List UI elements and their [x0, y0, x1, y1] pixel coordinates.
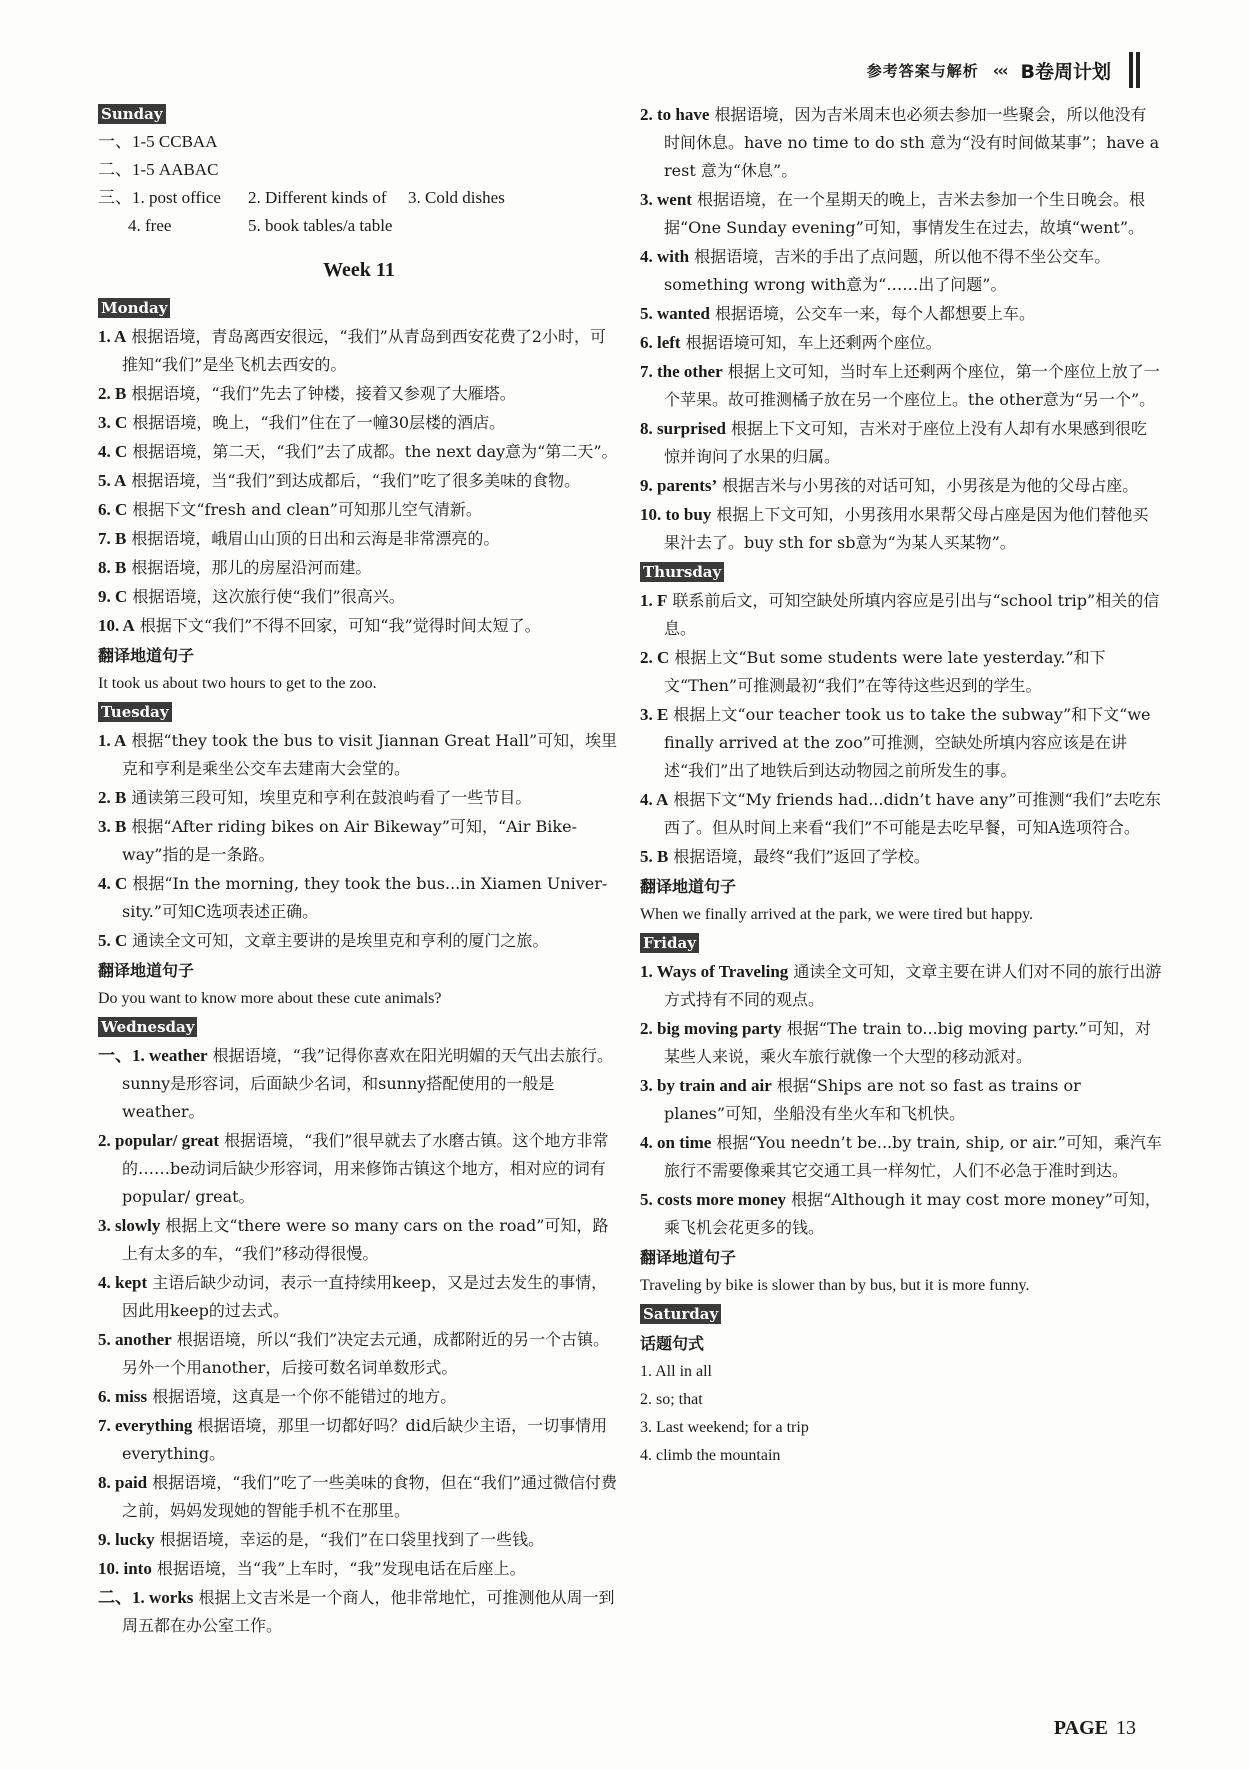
monday-answers	[98, 323, 620, 640]
answer-item	[98, 927, 620, 955]
answer-line	[98, 184, 620, 212]
answer-item	[98, 612, 620, 640]
answer-explanation: 根据语境，因为吉米周末也必须去参加一些聚会，所以他没有时间休息。have no time to do sth 意为“没有时间做某事”；have a rest 意为“休息”。	[664, 105, 1160, 180]
wednesday-answers-continued	[640, 101, 1162, 557]
answer-item	[640, 1186, 1162, 1242]
translation-heading: 翻译地道句子	[98, 646, 195, 665]
answer-item	[98, 496, 620, 524]
translation-heading: 翻译地道句子	[98, 961, 195, 980]
translation-heading: 翻译地道句子	[640, 1248, 737, 1267]
answer-key: 10. to buy	[640, 505, 712, 524]
answer-key: 8. paid	[98, 1473, 148, 1492]
answer-item	[98, 525, 620, 553]
answer-explanation: 根据语境，第二天，“我们”去了成都。the next day意为“第二天”。	[127, 442, 618, 461]
translation-sentence: Traveling by bike is slower than by bus, but it is more funny.	[640, 1277, 1030, 1294]
answer-key: 4. with	[640, 247, 690, 266]
answer-explanation: 主语后缺少动词，表示一直持续用keep，又是过去发生的事情，因此用keep的过去式。	[122, 1273, 608, 1320]
answer-item	[640, 329, 1162, 357]
answer-explanation: 根据语境，公交车一来，每个人都想要上车。	[709, 304, 1035, 323]
answer-item	[98, 1212, 620, 1268]
topic-item: 3. Last weekend; for a trip	[640, 1419, 809, 1436]
answer-item	[640, 786, 1162, 842]
answer-item	[640, 1072, 1162, 1128]
answer-explanation: 根据“Although it may cost more money”可知，乘飞机会花更多的钱。	[664, 1190, 1161, 1237]
answer-item	[640, 701, 1162, 785]
answer-explanation: 根据语境，当“我”上车时，“我”发现电话在后座上。	[151, 1559, 526, 1578]
answer-explanation: 根据上文“our teacher took us to take the subway”和下文“we finally arrived at the zoo”可推测，空缺处所填内容应该是在讲述“我们”出了地铁后到达动物园之前所发生的事。	[664, 705, 1151, 780]
thursday-answers	[640, 587, 1162, 871]
translation-sentence: Do you want to know more about these cute animals?	[98, 990, 442, 1007]
tuesday-answers	[98, 727, 620, 955]
answer-item	[640, 587, 1162, 643]
answer-key: 一、1. weather	[98, 1046, 208, 1065]
answer-key: 5. B	[640, 847, 669, 866]
answer-explanation: 根据语境，这次旅行使“我们”很高兴。	[127, 587, 405, 606]
answer-key: 9. parents’	[640, 476, 718, 495]
answer-explanation: 根据上下文可知，吉米对于座位上没有人却有水果感到很吃惊并询问了水果的归属。	[664, 419, 1148, 466]
answer-key: 6. left	[640, 333, 681, 352]
day-tag-friday: Friday	[640, 933, 699, 953]
answer-item	[98, 727, 620, 783]
answer-text: 5. book tables/a table	[248, 216, 393, 235]
answer-explanation: 根据上文“But some students were late yesterday.”和下文“Then”可推测最初“我们”在等待这些迟到的学生。	[664, 648, 1106, 695]
answer-explanation: 根据“The train to...big moving party.”可知，对某些人来说，乘火车旅行就像一个大型的移动派对。	[664, 1019, 1151, 1066]
answer-key: 3. went	[640, 190, 692, 209]
answer-item	[98, 1127, 620, 1211]
answer-key: 4. A	[640, 790, 669, 809]
answer-item	[98, 813, 620, 869]
topic-item: 1. All in all	[640, 1363, 712, 1380]
answer-explanation: 通读全文可知，文章主要在讲人们对不同的旅行出游方式持有不同的观点。	[664, 962, 1162, 1009]
answer-explanation: 通读全文可知，文章主要讲的是埃里克和亨利的厦门之旅。	[127, 931, 549, 950]
answer-explanation: 根据吉米与小男孩的对话可知，小男孩是为他的父母占座。	[717, 476, 1139, 495]
answer-explanation: 根据语境，“我们”吃了一些美味的食物，但在“我们”通过微信付费之前，妈妈发现她的智能手机不在那里。	[122, 1473, 617, 1520]
answer-key: 5. costs more money	[640, 1190, 787, 1209]
answer-key: 4. kept	[98, 1273, 148, 1292]
page-num: 13	[1116, 1717, 1136, 1739]
header-subtitle: 参考答案与解析	[866, 61, 979, 80]
header-bars-icon	[1129, 52, 1140, 88]
answer-key: 4. C	[98, 442, 128, 461]
day-tag-saturday: Saturday	[640, 1304, 721, 1324]
answer-explanation: 根据上下文可知，小男孩用水果帮父母占座是因为他们替他买果汁去了。buy sth for sb意为“为某人买某物”。	[664, 505, 1149, 552]
day-tag-tuesday: Tuesday	[98, 702, 172, 722]
answer-key: 2. big moving party	[640, 1019, 782, 1038]
answer-key: 二、1. works	[98, 1588, 194, 1607]
answer-key: 5. another	[98, 1330, 172, 1349]
answer-line	[98, 156, 620, 184]
page-header	[867, 52, 1140, 88]
answer-explanation: 根据下文“My friends had...didn’t have any”可推测“我们”去吃东西了。但从时间上来看“我们”不可能是去吃早餐，可知A选项符合。	[664, 790, 1161, 837]
topic-item: 2. so; that	[640, 1391, 703, 1408]
answer-key: 5. C	[98, 931, 128, 950]
friday-answers	[640, 958, 1162, 1242]
answer-item	[98, 1584, 620, 1640]
answer-key: 2. B	[98, 384, 127, 403]
translation-sentence: It took us about two hours to get to the zoo.	[98, 675, 377, 692]
topic-item: 4. climb the mountain	[640, 1447, 781, 1464]
answer-item	[98, 467, 620, 495]
answer-item	[98, 583, 620, 611]
answer-explanation: 根据语境可知，车上还剩两个座位。	[680, 333, 942, 352]
right-column	[640, 100, 1162, 1470]
answer-item	[640, 300, 1162, 328]
answer-explanation: 根据语境，幸运的是，“我们”在口袋里找到了一些钱。	[154, 1530, 545, 1549]
answer-item	[98, 438, 620, 466]
answer-key: 3. C	[98, 413, 128, 432]
answer-explanation: 根据语境，这真是一个你不能错过的地方。	[147, 1387, 457, 1406]
day-tag-wednesday: Wednesday	[98, 1017, 197, 1037]
answer-key: 6. C	[98, 500, 128, 519]
answer-explanation: 根据语境，那里一切都好吗？did后缺少主语，一切事情用everything。	[122, 1416, 608, 1463]
answer-explanation: 根据语境，在一个星期天的晚上，吉米去参加一个生日晚会。根据“One Sunday evening”可知，事情发生在过去，故填“went”。	[664, 190, 1146, 237]
answer-item	[98, 1326, 620, 1382]
answer-key: 1. A	[98, 327, 127, 346]
answer-item	[98, 380, 620, 408]
answer-text: 一、1-5 CCBAA	[98, 132, 218, 151]
left-column	[98, 100, 620, 1641]
answer-explanation: 根据语境，吉米的手出了点问题，所以他不得不坐公交车。something wrong with意为“……出了问题”。	[664, 247, 1111, 294]
answer-key: 5. A	[98, 471, 127, 490]
day-tag-thursday: Thursday	[640, 562, 724, 582]
answer-item	[98, 1269, 620, 1325]
header-title: B卷周计划	[1020, 60, 1111, 83]
answer-key: 10. A	[98, 616, 135, 635]
answer-item	[640, 186, 1162, 242]
answer-text: 4. free	[128, 216, 172, 235]
answer-item	[98, 1412, 620, 1468]
answer-item	[640, 501, 1162, 557]
answer-item	[98, 323, 620, 379]
answer-explanation: 根据下文“fresh and clean”可知那儿空气清新。	[127, 500, 482, 519]
answer-item	[640, 843, 1162, 871]
answer-text: 二、1-5 AABAC	[98, 160, 219, 179]
answer-explanation: 根据语境，青岛离西安很远，“我们”从青岛到西安花费了2小时，可推知“我们”是坐飞机去西安的。	[122, 327, 606, 374]
answer-item	[640, 644, 1162, 700]
answer-text: 2. Different kinds of	[248, 188, 387, 207]
answer-explanation: 根据“You needn’t be...by train, ship, or air.”可知，乘汽车旅行不需要像乘其它交通工具一样匆忙，人们不必急于准时到达。	[664, 1133, 1162, 1180]
answer-item	[640, 101, 1162, 185]
answer-item	[98, 784, 620, 812]
answer-explanation: 根据语境，“我”记得你喜欢在阳光明媚的天气出去旅行。sunny是形容词，后面缺少名词，和sunny搭配使用的一般是weather。	[122, 1046, 613, 1121]
answer-key: 9. lucky	[98, 1530, 155, 1549]
answer-key: 1. F	[640, 591, 668, 610]
answer-item	[98, 409, 620, 437]
answer-explanation: 根据语境，“我们”很早就去了水磨古镇。这个地方非常的……be动词后缺少形容词，用来修饰古镇这个地方，相对应的词有popular/ great。	[122, 1131, 609, 1206]
answer-item	[640, 958, 1162, 1014]
answer-key: 3. E	[640, 705, 669, 724]
answer-key: 8. surprised	[640, 419, 726, 438]
translation-heading: 翻译地道句子	[640, 877, 737, 896]
answer-key: 10. into	[98, 1559, 152, 1578]
answer-explanation: 联系前后文，可知空缺处所填内容应是引出与“school trip”相关的信息。	[664, 591, 1160, 638]
answer-item	[98, 1526, 620, 1554]
answer-item	[640, 1015, 1162, 1071]
answer-item	[640, 472, 1162, 500]
answer-explanation: 根据“In the morning, they took the bus...in Xiamen Univer-sity.”可知C选项表述正确。	[122, 874, 608, 921]
answer-item	[640, 415, 1162, 471]
answer-explanation: 根据“After riding bikes on Air Bikeway”可知，“Air Bike-way”指的是一条路。	[122, 817, 577, 864]
answer-item	[98, 1555, 620, 1583]
saturday-answers	[640, 1358, 1162, 1470]
answer-key: 3. by train and air	[640, 1076, 772, 1095]
answer-item	[640, 358, 1162, 414]
answer-key: 9. C	[98, 587, 128, 606]
answer-explanation: 根据语境，晚上，“我们”住在了一幢30层楼的酒店。	[127, 413, 506, 432]
day-tag-sunday: Sunday	[98, 104, 166, 124]
answer-key: 7. B	[98, 529, 127, 548]
answer-item	[98, 1383, 620, 1411]
answer-explanation: 根据“Ships are not so fast as trains or planes”可知，坐船没有坐火车和飞机快。	[664, 1076, 1081, 1123]
topic-heading: 话题句式	[640, 1334, 705, 1353]
answer-item	[640, 1129, 1162, 1185]
answer-line	[98, 128, 620, 156]
answer-key: 4. on time	[640, 1133, 712, 1152]
answer-key: 3. B	[98, 817, 127, 836]
answer-explanation: 根据上文可知，当时车上还剩两个座位，第一个座位上放了一个苹果。故可推测橘子放在另一个座位上。the other意为“另一个”。	[664, 362, 1160, 409]
answer-key: 2. C	[640, 648, 670, 667]
week-title: Week 11	[323, 259, 395, 281]
answer-key: 1. Ways of Traveling	[640, 962, 789, 981]
answer-key: 4. C	[98, 874, 128, 893]
answer-key: 5. wanted	[640, 304, 710, 323]
answer-item	[98, 1469, 620, 1525]
answer-explanation: 根据语境，当“我们”到达成都后，“我们”吃了很多美味的食物。	[126, 471, 581, 490]
answer-explanation: 根据语境，那儿的房屋沿河而建。	[126, 558, 372, 577]
page-number	[1054, 1717, 1136, 1740]
answer-key: 6. miss	[98, 1387, 148, 1406]
answer-key: 2. to have	[640, 105, 710, 124]
answer-key: 7. everything	[98, 1416, 193, 1435]
answer-explanation: 根据语境，“我们”先去了钟楼，接着又参观了大雁塔。	[126, 384, 516, 403]
answer-key: 7. the other	[640, 362, 723, 381]
answer-key: 1. A	[98, 731, 127, 750]
answer-explanation: 根据上文“there were so many cars on the road”可知，路上有太多的车，“我们”移动得很慢。	[122, 1216, 609, 1263]
page-label: PAGE	[1053, 1717, 1108, 1739]
answer-explanation: 根据语境，峨眉山山顶的日出和云海是非常漂亮的。	[126, 529, 500, 548]
answer-item	[98, 1042, 620, 1126]
answer-text: 3. Cold dishes	[408, 188, 505, 207]
answer-explanation: 根据“they took the bus to visit Jiannan Great Hall”可知，埃里克和亨利是乘坐公交车去建南大会堂的。	[122, 731, 618, 778]
answer-key: 8. B	[98, 558, 127, 577]
answer-key: 3. slowly	[98, 1216, 161, 1235]
chevrons-icon: ‹‹‹	[992, 60, 1007, 80]
answer-explanation: 根据语境，所以“我们”决定去元通，成都附近的另一个古镇。另外一个用another，后接可数名词单数形式。	[122, 1330, 610, 1377]
answer-key: 2. popular/ great	[98, 1131, 220, 1150]
answer-item	[98, 554, 620, 582]
answer-item	[98, 870, 620, 926]
translation-sentence: When we finally arrived at the park, we were tired but happy.	[640, 906, 1034, 923]
answer-explanation: 根据语境，最终“我们”返回了学校。	[668, 847, 930, 866]
answer-text: 三、1. post office	[98, 188, 221, 207]
answer-line	[98, 212, 620, 240]
wednesday-answers	[98, 1042, 620, 1640]
day-tag-monday: Monday	[98, 298, 170, 318]
answer-item	[640, 243, 1162, 299]
answer-explanation: 根据上文吉米是一个商人，他非常地忙，可推测他从周一到周五都在办公室工作。	[122, 1588, 615, 1635]
answer-explanation: 通读第三段可知，埃里克和亨利在鼓浪屿看了一些节目。	[126, 788, 532, 807]
answer-explanation: 根据下文“我们”不得不回家，可知“我”觉得时间太短了。	[134, 616, 541, 635]
answer-key: 2. B	[98, 788, 127, 807]
